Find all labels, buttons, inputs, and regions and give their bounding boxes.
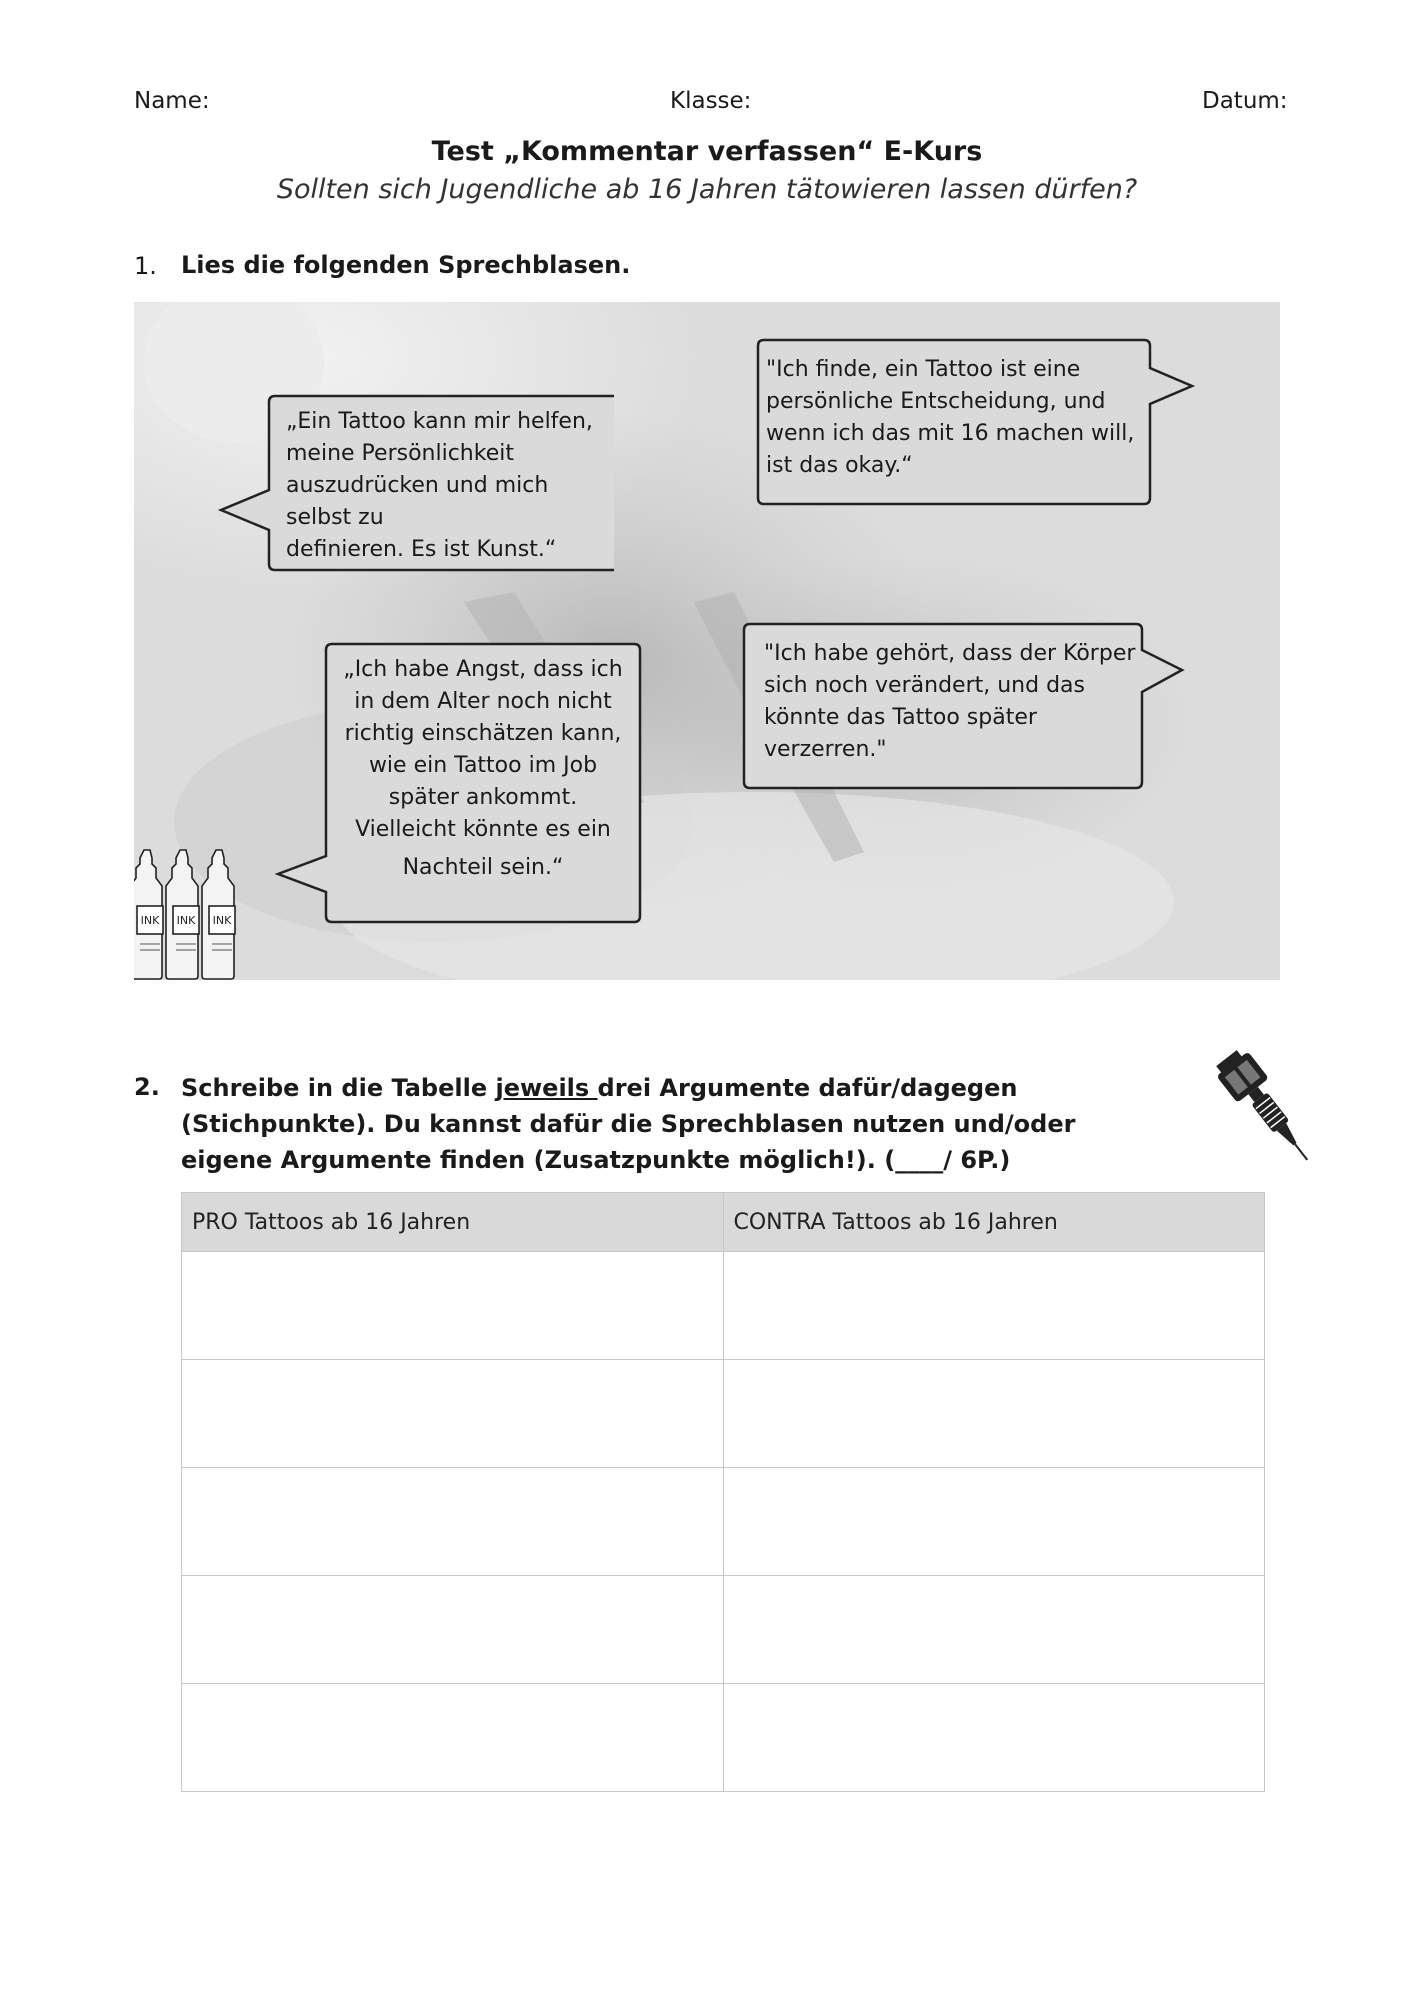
contra-column-header: CONTRA Tattoos ab 16 Jahren xyxy=(723,1193,1265,1252)
name-label: Name: xyxy=(134,88,210,114)
page-subtitle: Sollten sich Jugendliche ab 16 Jahren tätowieren lassen dürfen? xyxy=(276,174,1138,205)
task-2-text-part: Schreibe in die Tabelle xyxy=(181,1074,496,1102)
speech-bubble-1 xyxy=(214,394,614,574)
bubble-4-line: verzerren." xyxy=(764,737,887,762)
speech-bubble-4 xyxy=(742,622,1188,792)
table-row xyxy=(182,1576,1265,1684)
speech-bubble-2 xyxy=(756,338,1200,508)
tattoo-machine-icon xyxy=(1196,1038,1348,1176)
contra-argument-cell[interactable] xyxy=(723,1360,1265,1468)
table-row xyxy=(182,1252,1265,1360)
bubble-3-line: später ankommt. xyxy=(388,785,578,810)
pro-argument-cell[interactable] xyxy=(182,1468,724,1576)
task-2-text-underlined: jeweils xyxy=(495,1074,598,1102)
pro-argument-cell[interactable] xyxy=(182,1576,724,1684)
tattoo-machine-drawing xyxy=(1196,1038,1348,1172)
speech-bubble-3-frame xyxy=(270,642,646,926)
bubble-2-line: wenn ich das mit 16 machen will, xyxy=(766,421,1135,446)
tattoo-photo xyxy=(134,302,1280,980)
bubble-1-line: auszudrücken und mich selbst zu xyxy=(286,473,549,530)
bubble-4-line: sich noch verändert, und das xyxy=(764,673,1085,698)
pro-argument-cell[interactable] xyxy=(182,1252,724,1360)
task-1-instruction: Lies die folgenden Sprechblasen. xyxy=(181,251,631,279)
pro-argument-cell[interactable] xyxy=(182,1360,724,1468)
date-label: Datum: xyxy=(1202,88,1288,114)
pro-argument-cell[interactable] xyxy=(182,1684,724,1792)
bubble-3-line: wie ein Tattoo im Job xyxy=(368,753,598,778)
bubble-4-line: "Ich habe gehört, dass der Körper xyxy=(764,641,1136,666)
bubble-3-line: Vielleicht könnte es ein xyxy=(355,817,611,842)
table-row xyxy=(182,1360,1265,1468)
ink-label: INK xyxy=(212,914,232,927)
bubble-1-line: meine Persönlichkeit xyxy=(286,441,514,466)
task-2-text-part: drei Argumente dafür/dagegen (Stichpunkte). Du kannst dafür die Sprechblasen nutzen und/oder eigene Argumente finden (Zusatzpunkte möglich!). (____/ 6P.) xyxy=(181,1074,1076,1174)
contra-argument-cell[interactable] xyxy=(723,1684,1265,1792)
task-2-instruction xyxy=(181,1070,1171,1178)
bubble-2-line: persönliche Entscheidung, und xyxy=(766,389,1106,414)
bubble-2-line: ist das okay.“ xyxy=(766,453,913,478)
arguments-table xyxy=(181,1192,1265,1792)
table-header-row xyxy=(182,1193,1265,1252)
contra-argument-cell[interactable] xyxy=(723,1576,1265,1684)
bubble-1-line: definieren. Es ist Kunst.“ xyxy=(286,537,557,562)
bubble-3-line: in dem Alter noch nicht xyxy=(354,689,612,714)
contra-argument-cell[interactable] xyxy=(723,1252,1265,1360)
table-row xyxy=(182,1684,1265,1792)
page-title: Test „Kommentar verfassen“ E-Kurs xyxy=(431,136,983,167)
bubble-1-line: „Ein Tattoo kann mir helfen, xyxy=(286,409,593,434)
class-label: Klasse: xyxy=(670,88,752,114)
bubble-2-line: "Ich finde, ein Tattoo ist eine xyxy=(766,357,1081,382)
bubble-3-line: Nachteil sein.“ xyxy=(402,855,564,880)
ink-label: INK xyxy=(176,914,196,927)
ink-bottle-icon xyxy=(134,848,242,980)
ink-bottles-drawing xyxy=(134,848,242,980)
bubble-3-line: „Ich habe Angst, dass ich xyxy=(343,657,623,682)
task-1-number: 1. xyxy=(134,252,157,280)
contra-argument-cell[interactable] xyxy=(723,1468,1265,1576)
bubble-4-line: könnte das Tattoo später xyxy=(764,705,1037,730)
task-2-number: 2. xyxy=(134,1073,160,1101)
table-row xyxy=(182,1468,1265,1576)
ink-label: INK xyxy=(140,914,160,927)
bubble-3-line: richtig einschätzen kann, xyxy=(344,721,622,746)
pro-column-header: PRO Tattoos ab 16 Jahren xyxy=(182,1193,724,1252)
